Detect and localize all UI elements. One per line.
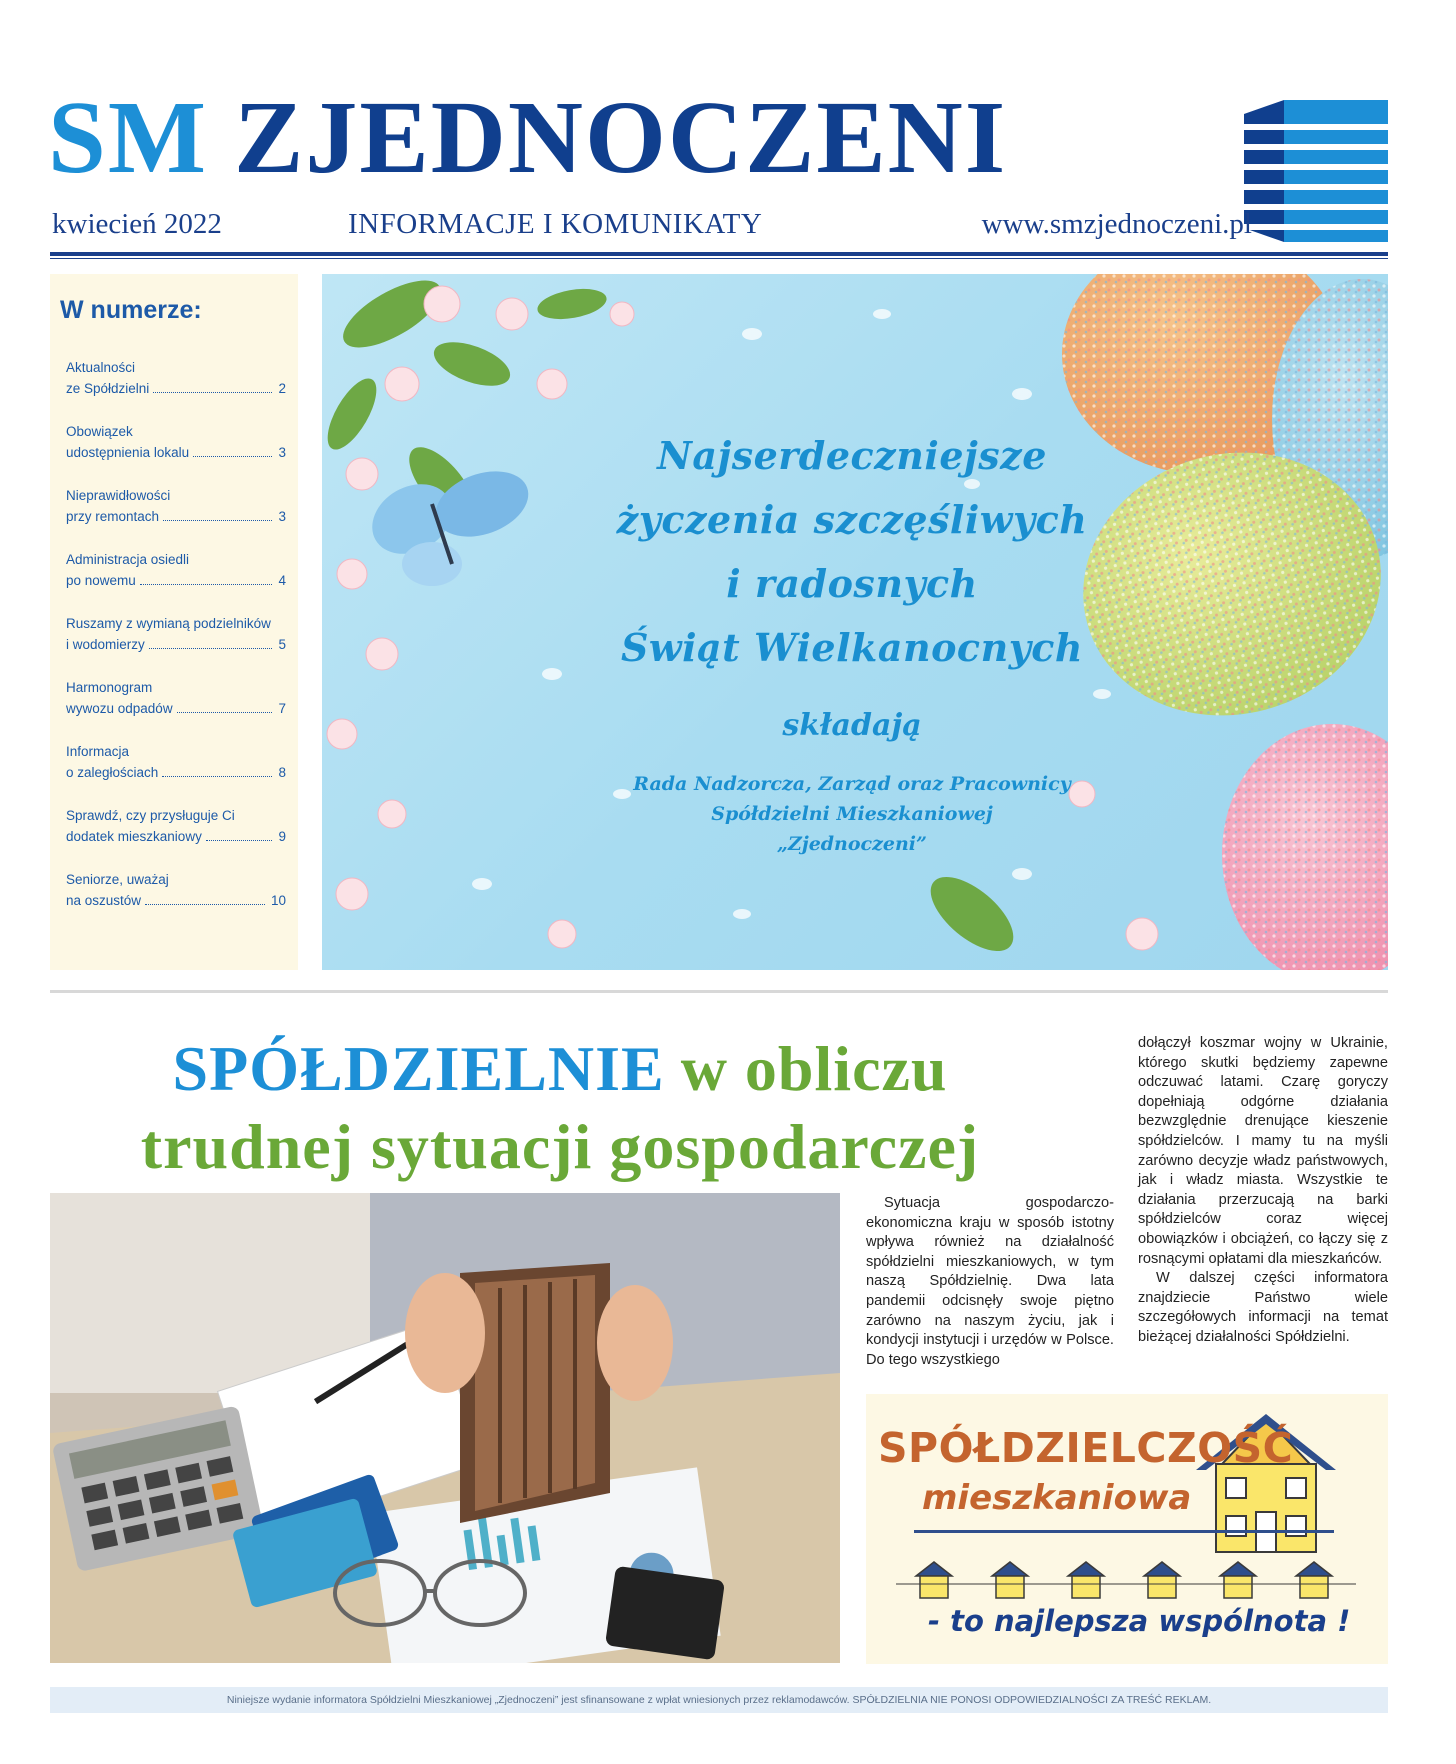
toc-page-number: 4 bbox=[278, 573, 286, 588]
ad-divider bbox=[914, 1530, 1334, 1533]
toc-page-number: 10 bbox=[270, 893, 286, 908]
issue-date: kwiecień 2022 bbox=[52, 208, 222, 240]
masthead-subtitle: INFORMACJE I KOMUNIKATY bbox=[348, 208, 763, 240]
toc-leader-dots bbox=[145, 904, 265, 905]
toc-item-line bbox=[66, 378, 286, 399]
toc-leader-dots bbox=[193, 456, 272, 457]
toc-item[interactable] bbox=[60, 357, 286, 399]
section-divider bbox=[50, 990, 1388, 993]
wish-line: i radosnych bbox=[726, 561, 978, 606]
toc-item[interactable] bbox=[60, 805, 286, 847]
sender-line: Spółdzielni Mieszkaniowej bbox=[711, 803, 993, 825]
ad-title: SPÓŁDZIELCZOŚĆ bbox=[878, 1424, 1294, 1472]
toc-item[interactable] bbox=[60, 421, 286, 463]
toc-item-subtitle: po nowemu bbox=[66, 573, 136, 588]
toc-item-line bbox=[66, 826, 286, 847]
footer-disclaimer: Niniejsze wydanie informatora Spółdzielni Mieszkaniowej „Zjednoczeni” jest sfinansowane z wpłat wniesionych przez reklamodawców. SPÓŁDZIELNIA NIE PONOSI ODPOWIEDZIALNOŚCI ZA TREŚĆ REKLAM. bbox=[50, 1687, 1388, 1713]
article-headline bbox=[60, 1030, 1060, 1186]
toc-leader-dots bbox=[162, 776, 272, 777]
masthead-rule bbox=[50, 252, 1388, 256]
toc-item[interactable] bbox=[60, 613, 286, 655]
cooperative-housing-ad bbox=[866, 1394, 1388, 1664]
toc-item-line bbox=[66, 442, 286, 463]
easter-greeting-banner bbox=[322, 274, 1388, 970]
toc-leader-dots bbox=[153, 392, 272, 393]
building-stripes-logo-icon bbox=[1244, 100, 1388, 242]
toc-item-title: Informacja bbox=[66, 744, 130, 759]
toc-item-line bbox=[66, 634, 286, 655]
table-of-contents bbox=[50, 274, 298, 970]
toc-page-number: 5 bbox=[278, 637, 286, 652]
toc-leader-dots bbox=[149, 648, 273, 649]
toc-leader-dots bbox=[140, 584, 273, 585]
empty-wallet-illustration bbox=[50, 1193, 840, 1663]
wish-line: życzenia szczęśliwych bbox=[616, 497, 1088, 542]
toc-item-subtitle: na oszustów bbox=[66, 893, 142, 908]
article-paragraph: dołączył koszmar wojny w Ukrainie, którego skutki będziemy zapewne odczuwać latami. Czarę goryczy dopełniają odgórne działania bezwzględnie drenujące kieszenie spółdzielców. I mamy tu na myśli zarówno decyzje władz państwowych, jak i władz miasta. Wszystkie te działania przerzucają na barki spółdzielców coraz więcej obowiązków i obciążeń, co łączy się z rosnącymi opłatami dla mieszkańców. bbox=[1138, 1035, 1388, 1267]
toc-item-subtitle: o zaległościach bbox=[66, 765, 159, 780]
toc-item-title: Harmonogram bbox=[66, 680, 153, 695]
toc-item[interactable] bbox=[60, 741, 286, 783]
title-name: ZJEDNOCZENI bbox=[234, 80, 1008, 195]
masthead-meta bbox=[48, 208, 1252, 248]
toc-item[interactable] bbox=[60, 677, 286, 719]
toc-list bbox=[60, 357, 286, 911]
toc-item-subtitle: i wodomierzy bbox=[66, 637, 145, 652]
newsletter-title bbox=[48, 80, 1008, 195]
article-column-1 bbox=[866, 1194, 1114, 1370]
toc-leader-dots bbox=[177, 712, 273, 713]
article-paragraph: Sytuacja gospodarczo-ekonomiczna kraju w sposób istotny wpływa również na działalność spółdzielni mieszkaniowych, w tym naszą Spółdzielnię. Dwa lata pandemii odcisnęły swoje piętno zarówno na naszym życiu, jak i kondycji instytucji i urzędów w Polsce. Do tego wszystkiego bbox=[866, 1195, 1114, 1368]
wallet-finance-photo bbox=[50, 1193, 840, 1663]
masthead bbox=[48, 80, 1388, 256]
ad-subtitle: mieszkaniowa bbox=[922, 1478, 1192, 1518]
toc-item-title: Nieprawidłowości bbox=[66, 488, 171, 503]
toc-page-number: 9 bbox=[278, 829, 286, 844]
toc-item-title: Ruszamy z wymianą podzielników bbox=[66, 616, 271, 631]
ad-slogan: - to najlepsza wspólnota ! bbox=[928, 1604, 1351, 1638]
toc-item-line bbox=[66, 570, 286, 591]
toc-item-subtitle: wywozu odpadów bbox=[66, 701, 173, 716]
headline-blue: SPÓŁDZIELNIE bbox=[172, 1033, 665, 1104]
toc-item-subtitle: przy remontach bbox=[66, 509, 160, 524]
toc-page-number: 3 bbox=[278, 445, 286, 460]
toc-item-title: Seniorze, uważaj bbox=[66, 872, 169, 887]
toc-item-title: Aktualności bbox=[66, 360, 136, 375]
article-column-2 bbox=[1138, 1034, 1388, 1348]
toc-item-subtitle: udostępnienia lokalu bbox=[66, 445, 190, 460]
toc-item-line bbox=[66, 762, 286, 783]
toc-item-line bbox=[66, 506, 286, 527]
toc-item-title: Administracja osiedli bbox=[66, 552, 190, 567]
wish-sign: składają bbox=[782, 708, 922, 743]
toc-page-number: 8 bbox=[278, 765, 286, 780]
sender-line: Rada Nadzorcza, Zarząd oraz Pracownicy bbox=[633, 773, 1071, 795]
wish-lines bbox=[572, 424, 1132, 680]
toc-page-number: 7 bbox=[278, 701, 286, 716]
wish-line: Najserdeczniejsze bbox=[657, 433, 1047, 478]
toc-item[interactable] bbox=[60, 869, 286, 911]
toc-page-number: 3 bbox=[278, 509, 286, 524]
toc-item-line bbox=[66, 890, 286, 911]
wish-line: Świąt Wielkanocnych bbox=[620, 625, 1084, 670]
toc-item[interactable] bbox=[60, 549, 286, 591]
toc-item-title: Obowiązek bbox=[66, 424, 133, 439]
masthead-rule-thin bbox=[50, 258, 1388, 259]
toc-item-subtitle: ze Spółdzielni bbox=[66, 381, 150, 396]
title-prefix: SM bbox=[48, 80, 208, 195]
toc-page-number: 2 bbox=[278, 381, 286, 396]
toc-heading: W numerze: bbox=[60, 296, 202, 324]
toc-leader-dots bbox=[206, 840, 273, 841]
toc-leader-dots bbox=[163, 520, 272, 521]
toc-item-title: Sprawdź, czy przysługuje Ci bbox=[66, 808, 235, 823]
website-link[interactable]: www.smzjednoczeni.pl bbox=[981, 208, 1252, 240]
headline-green-2: trudnej sytuacji gospodarczej bbox=[140, 1111, 980, 1182]
article-paragraph: W dalszej części informatora znajdziecie Państwo wiele szczegółowych informacji na temat bieżącej działalności Spółdzielni. bbox=[1138, 1270, 1388, 1345]
sender-line: „Zjednoczeni” bbox=[777, 833, 927, 855]
wish-senders bbox=[572, 769, 1132, 859]
headline-green-1: w obliczu bbox=[680, 1033, 948, 1104]
easter-wishes bbox=[572, 424, 1132, 859]
toc-item-subtitle: dodatek mieszkaniowy bbox=[66, 829, 202, 844]
toc-item-line bbox=[66, 698, 286, 719]
toc-item[interactable] bbox=[60, 485, 286, 527]
